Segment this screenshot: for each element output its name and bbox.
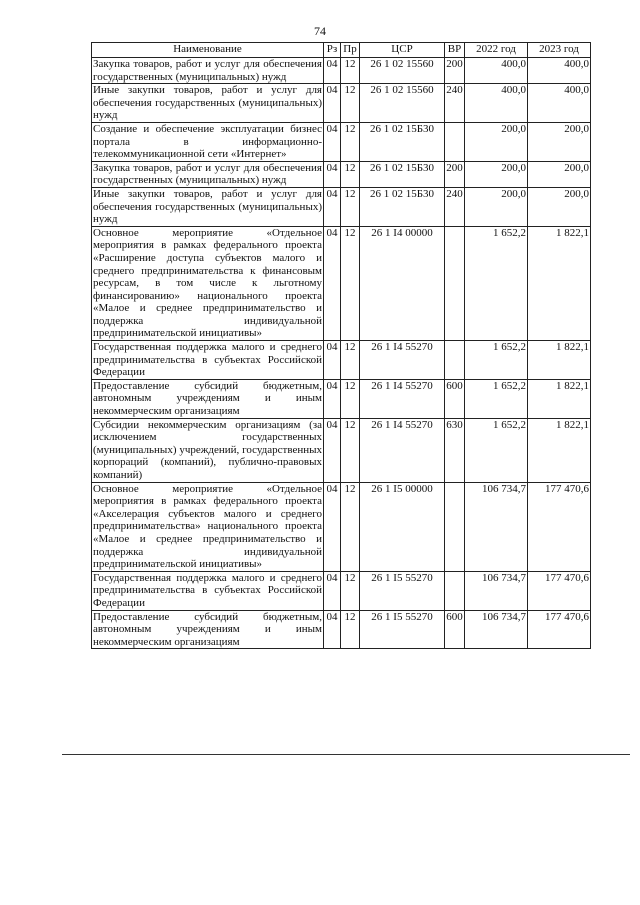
row-amount-2023: 1 822,1 [528,418,591,482]
row-amount-2023: 400,0 [528,84,591,123]
row-name: Закупка товаров, работ и услуг для обеспечения государственных (муниципальных) нужд [93,58,322,83]
row-amount-2022: 106 734,7 [465,571,528,610]
row-amount-2023: 1 822,1 [528,226,591,340]
budget-table [91,42,591,649]
row-vr [445,341,465,380]
row-vr: 200 [445,161,465,187]
header-pr: Пр [341,43,360,58]
row-pr: 12 [341,379,360,418]
row-amount-2022: 200,0 [465,122,528,161]
row-csr: 26 1 I4 55270 [360,418,445,482]
row-amount-2022: 200,0 [465,161,528,187]
row-amount-2022: 1 652,2 [465,226,528,340]
row-rz: 04 [324,341,341,380]
row-amount-2023: 1 822,1 [528,379,591,418]
row-name: Основное мероприятие «Отдельное мероприятия в рамках федерального проекта «Акселерация субъектов малого и среднего предпринимательства» национального проекта «Малое и среднее предпринимательство и поддержка индивидуальной предпринимательской инициативы» [93,482,322,571]
table-row [92,58,591,84]
table-header [92,43,591,58]
row-pr: 12 [341,571,360,610]
row-pr: 12 [341,418,360,482]
row-rz: 04 [324,226,341,340]
row-rz: 04 [324,418,341,482]
row-name: Иные закупки товаров, работ и услуг для обеспечения государственных (муниципальных) нужд [93,187,322,226]
row-vr: 600 [445,379,465,418]
row-amount-2022: 106 734,7 [465,482,528,571]
row-amount-2022: 1 652,2 [465,418,528,482]
row-name: Иные закупки товаров, работ и услуг для обеспечения государственных (муниципальных) нужд [93,84,322,122]
row-pr: 12 [341,58,360,84]
row-csr: 26 1 02 15560 [360,84,445,123]
table-row [92,84,591,123]
table-row [92,379,591,418]
row-amount-2023: 200,0 [528,122,591,161]
row-csr: 26 1 I5 55270 [360,571,445,610]
row-amount-2022: 1 652,2 [465,341,528,380]
row-amount-2023: 200,0 [528,187,591,226]
row-name: Государственная поддержка малого и среднего предпринимательства в субъектах Российской Федерации [93,571,322,609]
row-vr: 200 [445,58,465,84]
row-rz: 04 [324,379,341,418]
header-csr: ЦСР [360,43,445,58]
row-name: Субсидии некоммерческим организациям (за исключением государственных (муниципальных) учреждений, государственных корпораций (компаний), публично-правовых компаний) [93,418,322,481]
table-row [92,341,591,380]
row-vr: 630 [445,418,465,482]
table-row [92,122,591,161]
row-vr [445,226,465,340]
row-amount-2022: 106 734,7 [465,610,528,649]
row-rz: 04 [324,187,341,226]
row-name: Основное мероприятие «Отдельное мероприятия в рамках федерального проекта «Расширение доступа субъектов малого и среднего предпринимательства к финансовым ресурсам, в том числе к льготному финансированию» национального проекта «Малое и среднее предпринимательство и поддержка индивидуальной предпринимательской инициативы» [93,226,322,340]
row-name: Государственная поддержка малого и среднего предпринимательства в субъектах Российской Федерации [93,341,322,379]
row-pr: 12 [341,187,360,226]
row-amount-2022: 400,0 [465,84,528,123]
header-2023: 2023 год [528,43,591,58]
header-vr: ВР [445,43,465,58]
row-csr: 26 1 I4 55270 [360,379,445,418]
row-csr: 26 1 02 15Б30 [360,122,445,161]
row-pr: 12 [341,482,360,571]
row-rz: 04 [324,58,341,84]
row-vr: 600 [445,610,465,649]
row-vr: 240 [445,187,465,226]
row-pr: 12 [341,610,360,649]
row-amount-2022: 200,0 [465,187,528,226]
row-csr: 26 1 I4 55270 [360,341,445,380]
header-row [92,43,591,58]
row-rz: 04 [324,122,341,161]
header-name: Наименование [92,43,324,58]
row-name: Предоставление субсидий бюджетным, автономным учреждениям и иным некоммерческим организациям [93,379,322,418]
table-row [92,161,591,187]
row-rz: 04 [324,161,341,187]
table-row [92,187,591,226]
row-rz: 04 [324,482,341,571]
row-csr: 26 1 02 15560 [360,58,445,84]
row-pr: 12 [341,84,360,123]
row-pr: 12 [341,161,360,187]
row-amount-2023: 1 822,1 [528,341,591,380]
row-rz: 04 [324,610,341,649]
table-body [92,58,591,649]
row-amount-2023: 177 470,6 [528,482,591,571]
row-rz: 04 [324,84,341,123]
header-rz: Рз [324,43,341,58]
table-row [92,610,591,649]
row-name: Закупка товаров, работ и услуг для обеспечения государственных (муниципальных) нужд [93,161,322,187]
row-name: Создание и обеспечение эксплуатации бизнес портала в информационно-телекоммуникационной сети «Интернет» [93,122,322,161]
table-row [92,571,591,610]
header-2022: 2022 год [465,43,528,58]
row-name: Предоставление субсидий бюджетным, автономным учреждениям и иным некоммерческим организациям [93,610,322,648]
page-number: 74 [314,24,326,38]
row-pr: 12 [341,226,360,340]
row-vr [445,482,465,571]
row-rz: 04 [324,571,341,610]
row-pr: 12 [341,341,360,380]
row-amount-2022: 400,0 [465,58,528,84]
table-row [92,418,591,482]
row-vr [445,122,465,161]
table-row [92,226,591,340]
row-vr: 240 [445,84,465,123]
table-row [92,482,591,571]
row-csr: 26 1 I5 55270 [360,610,445,649]
row-csr: 26 1 I5 00000 [360,482,445,571]
row-csr: 26 1 02 15Б30 [360,161,445,187]
row-csr: 26 1 I4 00000 [360,226,445,340]
row-vr [445,571,465,610]
row-amount-2023: 400,0 [528,58,591,84]
bottom-divider [62,754,630,755]
row-amount-2023: 200,0 [528,161,591,187]
row-amount-2023: 177 470,6 [528,610,591,649]
row-amount-2023: 177 470,6 [528,571,591,610]
row-pr: 12 [341,122,360,161]
row-amount-2022: 1 652,2 [465,379,528,418]
row-csr: 26 1 02 15Б30 [360,187,445,226]
